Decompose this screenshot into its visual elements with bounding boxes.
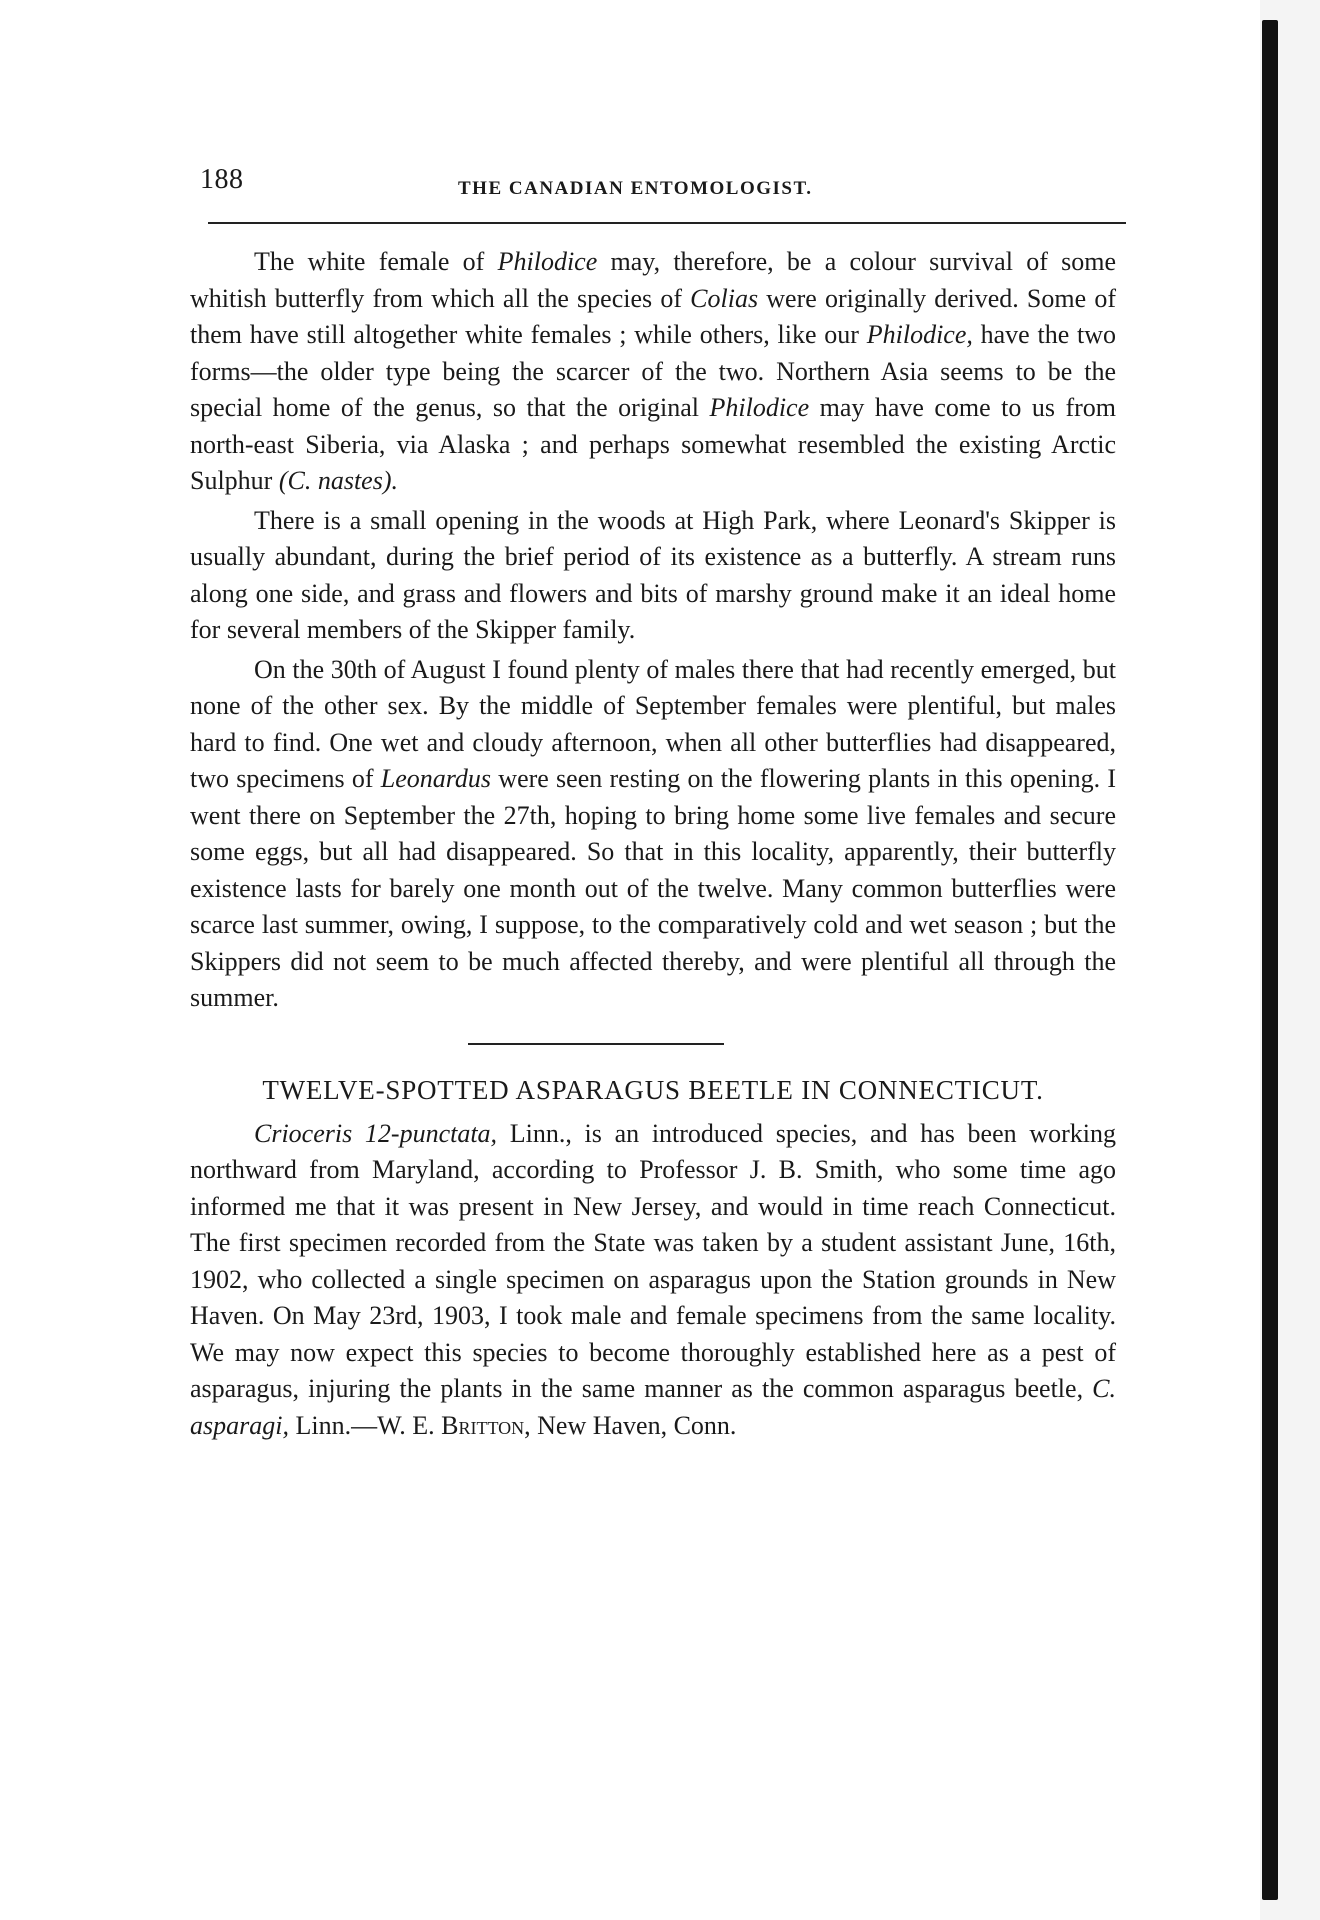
italic-text: Colias [690,283,759,313]
text-run: The white female of [254,247,498,276]
text-run: There is a small opening in the woods at High Park, where Leonard's Skipper is usually abundant, during the brief period of its existence as a butterfly. A stream runs along one side, and grass and flowers and bits of marshy ground make it an ideal home for several members of the Skipper family. [190,505,1116,644]
journal-title: THE CANADIAN ENTOMOLOGIST. [458,178,813,199]
text-run: may, therefore, be a colour survival of some whitish butterfly from which all the species of [190,247,1117,313]
text-run: have the two forms—the older type being the scarcer of the two. Northern Asia seems to be the special home of the genus, so that the original [190,320,1117,422]
small-caps-text: Britton [441,1410,525,1440]
text-run: were originally derived. Some of them have still altogether white females ; while others, like our [190,283,1116,349]
paragraph-asparagus-beetle [190,1116,1116,1445]
page-content [178,158,1118,1444]
text-run: , New Haven, Conn. [524,1410,737,1440]
paragraph-philodice [190,244,1116,500]
section-separator-rule [468,1043,724,1045]
article-continuation [190,244,1116,1444]
running-head [178,158,1118,206]
paragraph-leonardus [190,652,1116,1017]
header-rule [208,222,1126,224]
text-run: were seen resting on the flowering plants in this opening. I went there on September the 27th, hoping to bring home some live females and secure some eggs, but all had disappeared. So that in this locality, apparently, their butterfly existence lasts for barely one month out of the twelve. Many common butterflies were scarce last summer, owing, I suppose, to the comparatively cold and wet season ; but the Skippers did not seem to be much affected thereby, and were plentiful all through the summer. [190,764,1117,1012]
text-run: may have come to us from north-east Siberia, via Alaska ; and perhaps somewhat resembled the existing Arctic Sulphur [190,393,1116,495]
book-spine-shadow [1262,20,1278,1900]
text-run: Linn.—W. E. [288,1410,442,1440]
italic-text: Crioceris 12-punctata, [254,1118,498,1148]
paragraph-high-park [190,503,1116,649]
italic-text: Philodice [497,247,598,276]
italic-text: C. asparagi, [190,1374,1116,1440]
text-run: On the 30th of August I found plenty of males there that had recently emerged, but none of the other sex. By the middle of September females were plentiful, but males hard to find. One wet and cloudy afternoon, when all other butterflies had disappeared, two specimens of [190,654,1116,793]
italic-text: Leonardus [380,764,492,793]
italic-text: (C. nastes). [278,466,399,495]
text-run: Linn., is an introduced species, and has been working northward from Maryland, according to Professor J. B. Smith, who some time ago informed me that it was present in New Jersey, and would in time reach Connecticut. The first specimen recorded from the State was taken by a student assistant June, 16th, 1902, who collected a single specimen on asparagus upon the Station grounds in New Haven. On May 23rd, 1903, I took male and female specimens from the same locality. We may now expect this species to become thoroughly established here as a pest of asparagus, injuring the plants in the same manner as the common asparagus beetle, [190,1118,1116,1403]
italic-text: Philodice [709,393,810,422]
page-number: 188 [200,164,244,195]
italic-text: Philodice, [866,320,973,349]
section-heading: TWELVE-SPOTTED ASPARAGUS BEETLE IN CONNECTICUT. [262,1074,1044,1105]
